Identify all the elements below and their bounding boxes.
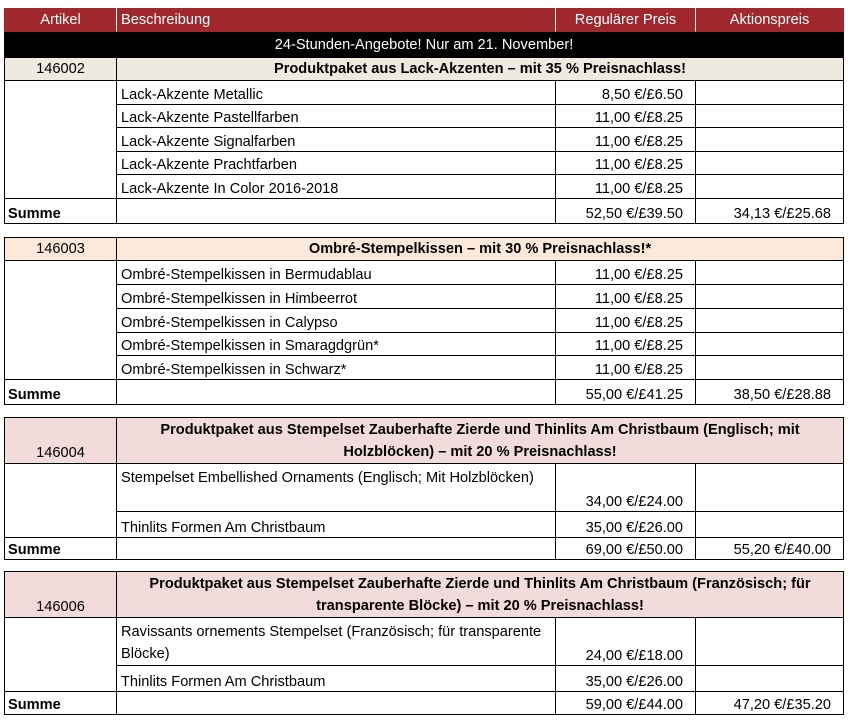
sum-regular-price: 52,50 €/£39.50 [556, 199, 696, 224]
package-title: Produktpaket aus Lack-Akzenten – mit 35 % Preisnachlass! [117, 57, 844, 81]
package-header [4, 571, 844, 618]
item-description: Thinlits Formen Am Christbaum [117, 512, 556, 538]
article-number: 146006 [4, 571, 117, 618]
item-description: Ravissants ornements Stempelset (Französisch; für transparente Blöcke) [117, 618, 556, 666]
table-header [4, 8, 844, 32]
item-description: Ombré-Stempelkissen in Himbeerrot [117, 285, 556, 309]
item-description: Ombré-Stempelkissen in Schwarz* [117, 356, 556, 380]
item-sale-price [696, 261, 844, 285]
package-header [4, 237, 844, 261]
item-regular-price: 11,00 €/£8.25 [556, 356, 696, 380]
package-title: Ombré-Stempelkissen – mit 30 % Preisnachlass!* [117, 237, 844, 261]
item-regular-price: 11,00 €/£8.25 [556, 309, 696, 333]
sum-sale-price: 34,13 €/£25.68 [696, 199, 844, 224]
list-item [4, 333, 844, 356]
header-sale-price: Aktionspreis [696, 8, 844, 32]
package-title: Produktpaket aus Stempelset Zauberhafte Zierde und Thinlits Am Christbaum (Englisch; mit Holzblöcken) – mit 20 % Preisnachlass! [117, 417, 844, 464]
header-regular-price: Regulärer Preis [556, 8, 696, 32]
item-sale-price [696, 105, 844, 128]
sum-row [4, 538, 844, 560]
item-sale-price [696, 356, 844, 380]
item-regular-price: 24,00 €/£18.00 [556, 618, 696, 666]
list-item [4, 152, 844, 175]
item-sale-price [696, 152, 844, 175]
sum-description [117, 380, 556, 405]
item-sale-price [696, 81, 844, 105]
item-sale-price [696, 175, 844, 199]
header-description: Beschreibung [117, 8, 556, 32]
offer-banner [4, 32, 844, 57]
list-item [4, 309, 844, 333]
sum-row [4, 692, 844, 715]
sum-sale-price: 38,50 €/£28.88 [696, 380, 844, 405]
item-sale-price [696, 333, 844, 356]
item-description: Lack-Akzente Prachtfarben [117, 152, 556, 175]
article-number: 146002 [4, 57, 117, 81]
list-item [4, 512, 844, 538]
sum-description [117, 538, 556, 560]
list-item [4, 81, 844, 105]
sum-label: Summe [4, 199, 117, 224]
item-sale-price [696, 128, 844, 152]
item-regular-price: 34,00 €/£24.00 [556, 464, 696, 512]
list-item [4, 128, 844, 152]
item-regular-price: 11,00 €/£8.25 [556, 333, 696, 356]
package-header [4, 57, 844, 81]
package-header [4, 417, 844, 464]
item-sale-price [696, 512, 844, 538]
item-description: Ombré-Stempelkissen in Bermudablau [117, 261, 556, 285]
item-regular-price: 35,00 €/£26.00 [556, 512, 696, 538]
list-item [4, 175, 844, 199]
item-sale-price [696, 666, 844, 692]
item-regular-price: 11,00 €/£8.25 [556, 152, 696, 175]
item-regular-price: 11,00 €/£8.25 [556, 261, 696, 285]
sum-sale-price: 55,20 €/£40.00 [696, 538, 844, 560]
item-description: Ombré-Stempelkissen in Calypso [117, 309, 556, 333]
item-regular-price: 11,00 €/£8.25 [556, 175, 696, 199]
banner-text: 24-Stunden-Angebote! Nur am 21. November! [274, 36, 574, 53]
package-title: Produktpaket aus Stempelset Zauberhafte Zierde und Thinlits Am Christbaum (Französisch; für transparente Blöcke) – mit 20 % Preisnachlass! [117, 571, 844, 618]
item-description: Ombré-Stempelkissen in Smaragdgrün* [117, 333, 556, 356]
item-description: Lack-Akzente In Color 2016-2018 [117, 175, 556, 199]
item-description: Lack-Akzente Pastellfarben [117, 105, 556, 128]
sum-description [117, 692, 556, 715]
list-item [4, 618, 844, 666]
item-description: Stempelset Embellished Ornaments (Englisch; Mit Holzblöcken) [117, 464, 556, 512]
item-description: Thinlits Formen Am Christbaum [117, 666, 556, 692]
item-description: Lack-Akzente Signalfarben [117, 128, 556, 152]
item-regular-price: 35,00 €/£26.00 [556, 666, 696, 692]
sum-regular-price: 55,00 €/£41.25 [556, 380, 696, 405]
header-article: Artikel [4, 8, 117, 32]
article-number: 146003 [4, 237, 117, 261]
sum-label: Summe [4, 380, 117, 405]
sum-label: Summe [4, 692, 117, 715]
item-sale-price [696, 618, 844, 666]
list-item [4, 356, 844, 380]
article-number: 146004 [4, 417, 117, 464]
sum-regular-price: 69,00 €/£50.00 [556, 538, 696, 560]
item-regular-price: 11,00 €/£8.25 [556, 128, 696, 152]
sum-description [117, 199, 556, 224]
sum-regular-price: 59,00 €/£44.00 [556, 692, 696, 715]
item-regular-price: 11,00 €/£8.25 [556, 105, 696, 128]
item-sale-price [696, 309, 844, 333]
item-description: Lack-Akzente Metallic [117, 81, 556, 105]
item-sale-price [696, 285, 844, 309]
sum-sale-price: 47,20 €/£35.20 [696, 692, 844, 715]
sum-label: Summe [4, 538, 117, 560]
list-item [4, 105, 844, 128]
item-regular-price: 8,50 €/£6.50 [556, 81, 696, 105]
item-regular-price: 11,00 €/£8.25 [556, 285, 696, 309]
list-item [4, 261, 844, 285]
sum-row [4, 199, 844, 224]
list-item [4, 285, 844, 309]
list-item [4, 666, 844, 692]
sum-row [4, 380, 844, 405]
item-sale-price [696, 464, 844, 512]
list-item [4, 464, 844, 512]
